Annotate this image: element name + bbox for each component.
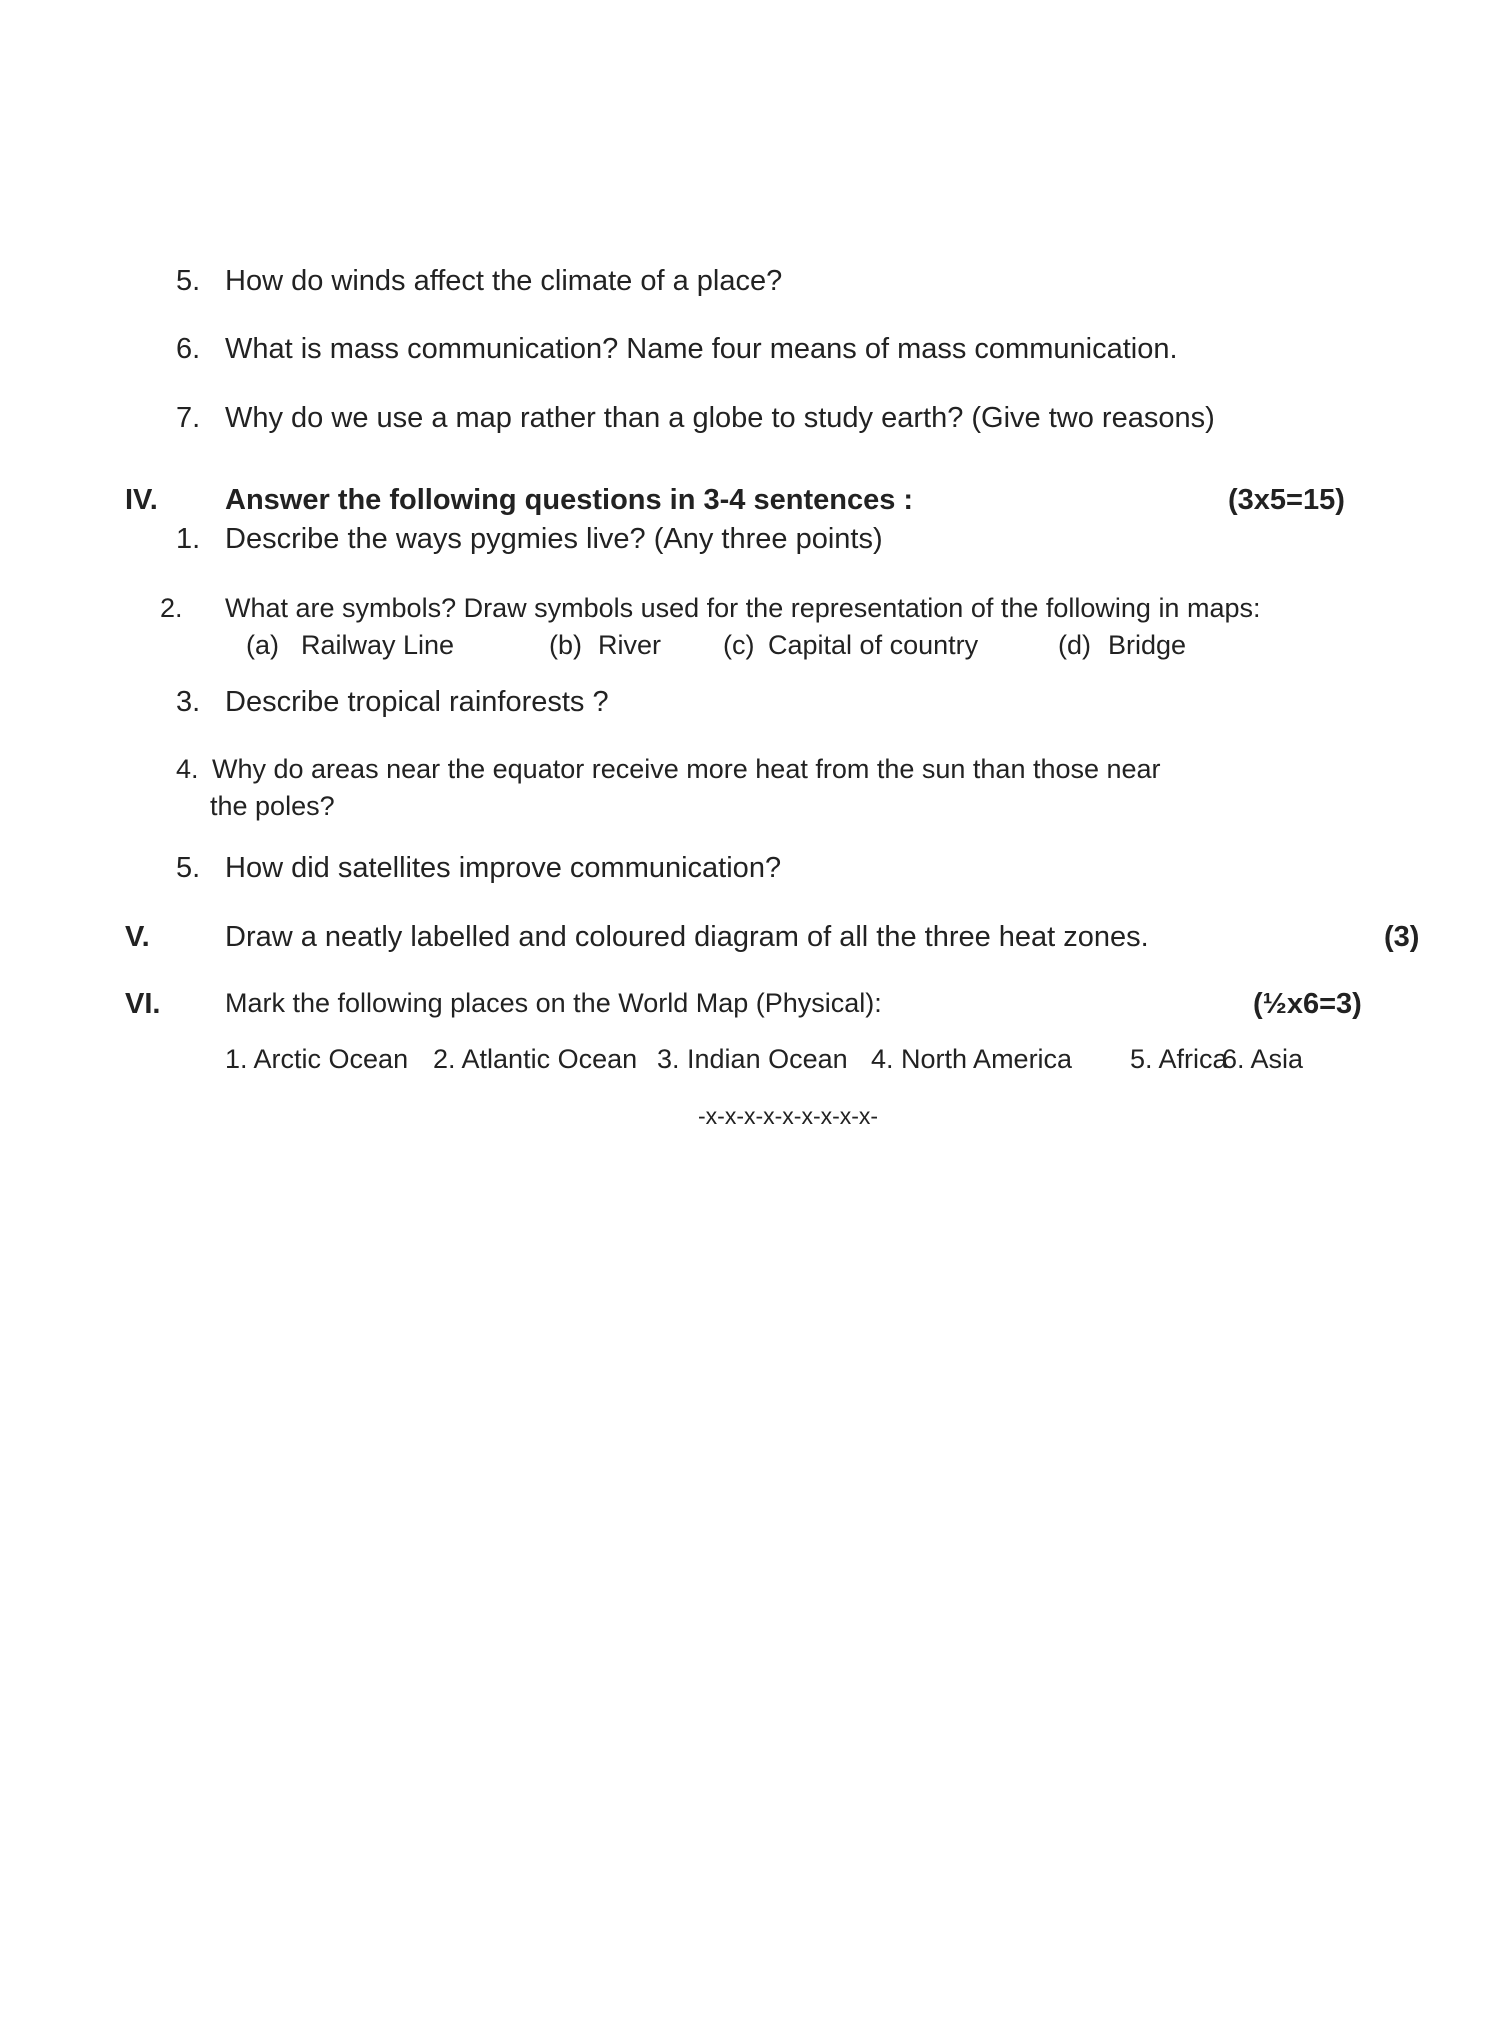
question-text: Why do we use a map rather than a globe to study earth? (Give two reasons) [225,402,1215,434]
question-text-continued: the poles? [210,791,335,821]
section-vi-marks: (½x6=3) [1253,988,1362,1020]
option-text: Railway Line [301,630,455,660]
place-item: 5. Africa [1130,1044,1228,1074]
option-text: River [598,630,662,660]
question-number: 2. [160,593,183,623]
option-label: (d) [1058,630,1091,660]
place-item: 2. Atlantic Ocean [433,1044,638,1074]
question-number: 6. [176,333,201,365]
place-item: 4. North America [871,1044,1073,1074]
question-number: 3. [176,686,201,718]
section-iv-heading: Answer the following questions in 3-4 sentences : [225,484,914,516]
question-number: 5. [176,265,201,297]
option-label: (b) [549,630,582,660]
section-iv-marks: (3x5=15) [1228,484,1345,516]
end-marker: -x-x-x-x-x-x-x-x-x- [698,1103,879,1129]
question-number: 5. [176,852,201,884]
question-text: Describe the ways pygmies live? (Any three points) [225,523,883,555]
option-label: (c) [723,630,755,660]
place-item: 3. Indian Ocean [657,1044,848,1074]
section-v-marks: (3) [1384,921,1420,953]
question-number: 7. [176,402,201,434]
section-vi-text: Mark the following places on the World Map (Physical): [225,988,882,1018]
question-text: What is mass communication? Name four means of mass communication. [225,333,1178,365]
place-item: 1. Arctic Ocean [225,1044,409,1074]
section-roman-vi: VI. [125,988,161,1020]
question-text: Describe tropical rainforests ? [225,686,609,718]
question-text: How did satellites improve communication? [225,852,782,884]
option-text: Capital of country [768,630,979,660]
section-roman-v: V. [125,921,150,953]
question-text: Why do areas near the equator receive more heat from the sun than those near [212,754,1161,784]
question-number: 1. [176,523,201,555]
section-roman-iv: IV. [125,484,158,516]
question-number: 4. [176,754,199,784]
option-label: (a) [246,630,279,660]
question-text: What are symbols? Draw symbols used for the representation of the following in maps: [225,593,1261,623]
section-v-text: Draw a neatly labelled and coloured diagram of all the three heat zones. [225,921,1149,953]
place-item: 6. Asia [1222,1044,1304,1074]
question-text: How do winds affect the climate of a place? [225,265,783,297]
option-text: Bridge [1108,630,1187,660]
